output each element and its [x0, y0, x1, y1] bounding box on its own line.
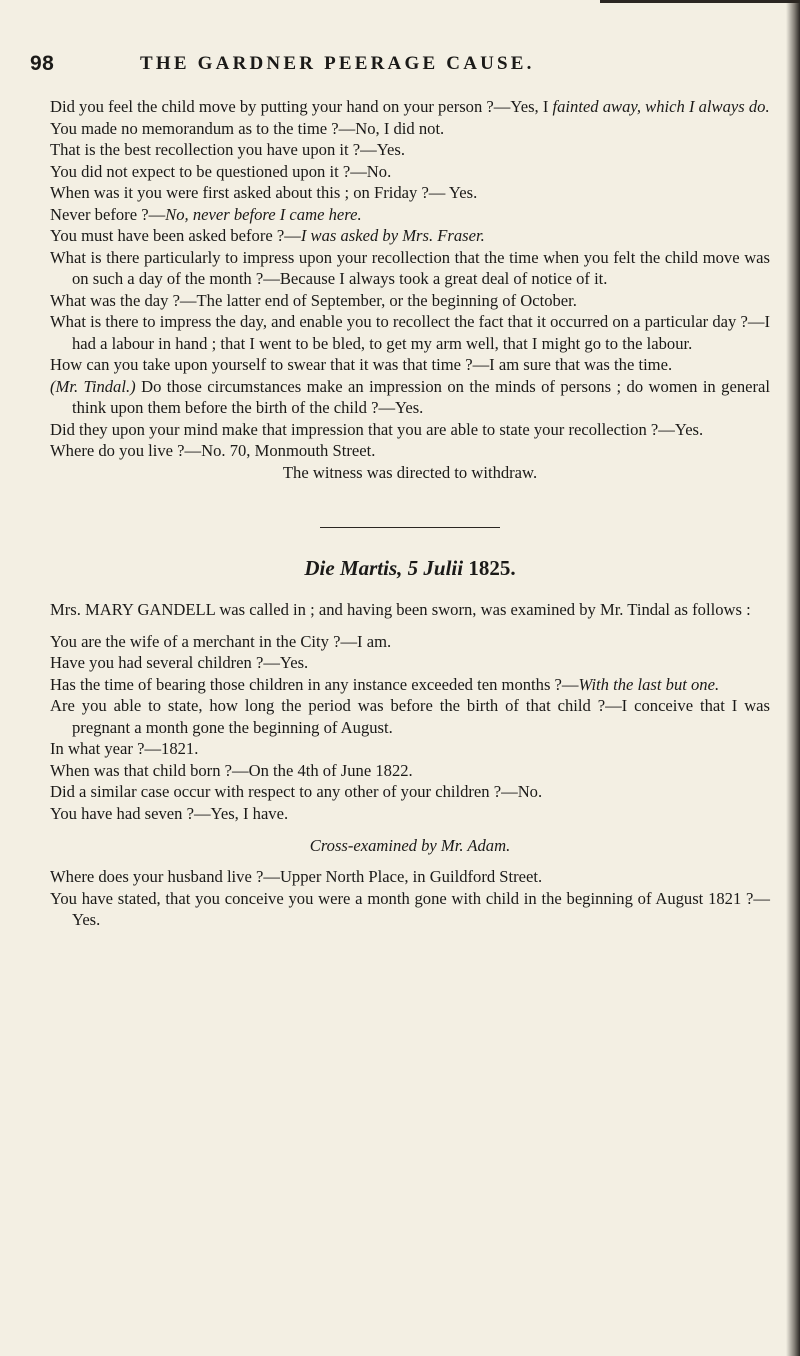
page-number: 98 — [30, 52, 55, 75]
testimony-line: Did a similar case occur with respect to any other of your children ?—No. — [50, 782, 543, 801]
top-edge-rule — [600, 0, 800, 3]
testimony-line: That is the best recollection you have upon it ?—Yes. — [50, 140, 406, 159]
testimony-line: Where do you live ?—No. 70, Monmouth Street. — [50, 441, 376, 460]
running-title: THE GARDNER PEERAGE CAUSE. — [140, 53, 535, 74]
page-edge-shadow — [786, 0, 800, 1356]
testimony-line: You have had seven ?—Yes, I have. — [50, 803, 289, 823]
testimony-line: You must have been asked before ?—I was asked by Mrs. Fraser. — [50, 226, 485, 245]
withdrawal-note: The witness was directed to withdraw. — [282, 462, 538, 482]
testimony-line: You made no memorandum as to the time ?—No, I did not. — [50, 118, 445, 138]
witness-intro: Mrs. MARY GANDELL was called in ; and having been sworn, was examined by Mr. Tindal as follows : — [50, 600, 751, 619]
testimony-line: Have you had several children ?—Yes. — [50, 653, 309, 672]
page-header — [30, 52, 770, 82]
testimony-line: What is there particularly to impress upon your recollection that the time when you felt the child move was on such a day of the month ?—Because I always took a great deal of notice of it. — [50, 247, 770, 288]
testimony-line: Has the time of bearing those children in any instance exceeded ten months ?—With the last but one. — [50, 674, 720, 694]
testimony-line: You did not expect to be questioned upon it ?—No. — [50, 161, 392, 181]
testimony-line: Never before ?—No, never before I came here. — [50, 204, 362, 224]
section-divider — [320, 527, 500, 528]
cross-examination-heading: Cross-examined by Mr. Adam. — [309, 836, 511, 855]
testimony-line: When was it you were first asked about this ; on Friday ?— Yes. — [50, 183, 478, 202]
testimony-line: How can you take upon yourself to swear that it was that time ?—I am sure that was the time. — [50, 355, 673, 374]
testimony-line: In what year ?—1821. — [50, 739, 199, 758]
testimony-line: Did you feel the child move by putting your hand on your person ?—Yes, I fainted away, which I always do. — [50, 97, 770, 116]
testimony-line: What was the day ?—The latter end of September, or the beginning of October. — [50, 290, 577, 310]
date-heading: Die Martis, 5 Julii 1825. — [304, 556, 516, 580]
testimony-line: What is there to impress the day, and enable you to recollect the fact that it occurred on a particular day ?—I had a labour in hand ; that I went to be bled, to get my arm well, that I might go to the labour. — [50, 312, 770, 353]
testimony-line: Where does your husband live ?—Upper North Place, in Guildford Street. — [50, 867, 543, 886]
testimony-line: Did they upon your mind make that impression that you are able to state your recollection ?—Yes. — [50, 419, 704, 439]
testimony-line: You have stated, that you conceive you were a month gone with child in the beginning of August 1821 ?—Yes. — [50, 888, 770, 929]
testimony-line: When was that child born ?—On the 4th of June 1822. — [50, 760, 413, 780]
page-body — [50, 96, 770, 931]
testimony-line: Are you able to state, how long the period was before the birth of that child ?—I conceive that I was pregnant a month gone the beginning of August. — [50, 696, 770, 737]
testimony-line: You are the wife of a merchant in the City ?—I am. — [50, 631, 392, 651]
testimony-line: (Mr. Tindal.) Do those circumstances make an impression on the minds of persons ; do women in general think upon them before the birth of the child ?—Yes. — [50, 376, 770, 417]
